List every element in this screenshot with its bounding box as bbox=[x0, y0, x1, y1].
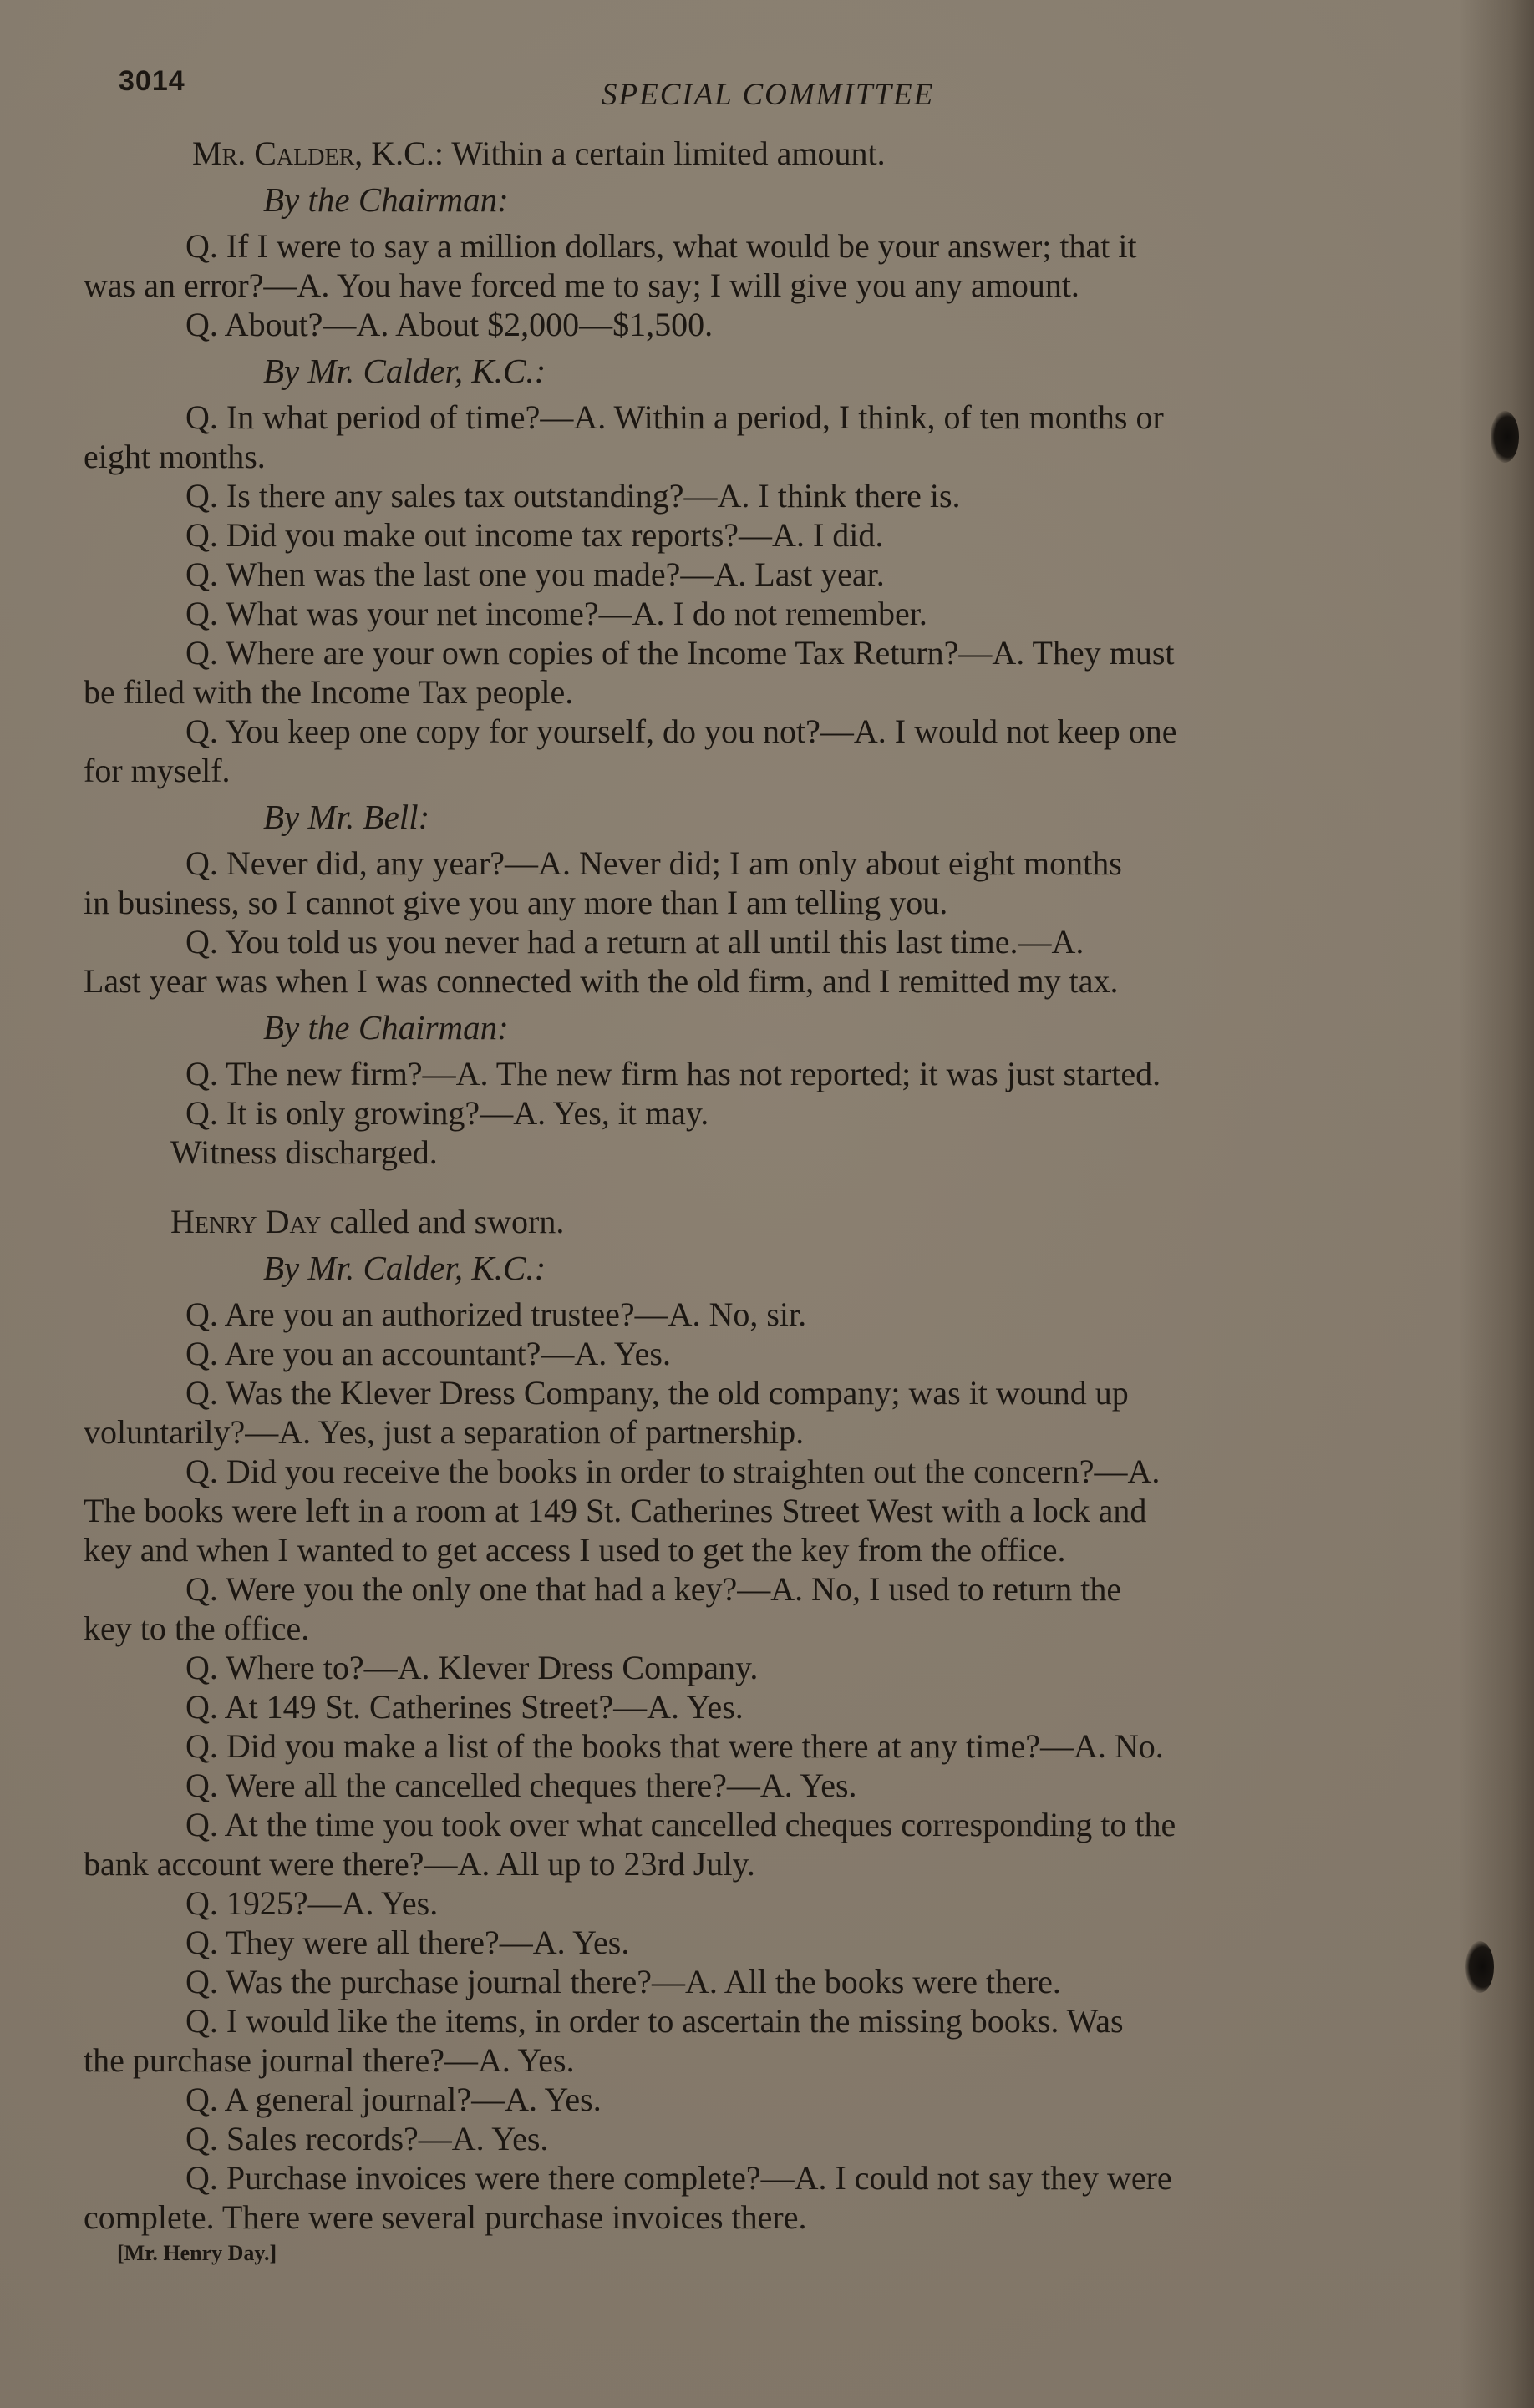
speaker-paragraph bbox=[84, 1202, 1420, 1241]
footer-witness-note: [Mr. Henry Day.] bbox=[117, 2241, 277, 2265]
question-line: Q. What was your net income?—A. I do not remember. bbox=[185, 595, 927, 632]
question-line: Q. In what period of time?—A. Within a period, I think, of ten months or bbox=[185, 398, 1164, 436]
question-line: Q. A general journal?—A. Yes. bbox=[185, 2081, 602, 2118]
witness-discharged-line: Witness discharged. bbox=[170, 1133, 438, 1171]
speaker-name: Mr. Calder, K.C.: bbox=[192, 134, 444, 172]
examiner-heading: By Mr. Calder, K.C.: bbox=[263, 1249, 546, 1287]
question-line: Q. I would like the items, in order to ascertain the missing books. Was bbox=[185, 2002, 1124, 2040]
speaker-text: Within a certain limited amount. bbox=[451, 134, 886, 172]
witness-called-text: called and sworn. bbox=[329, 1203, 565, 1240]
question-line: Q. At the time you took over what cancelled cheques corresponding to the bbox=[185, 1806, 1176, 1843]
question-line: Q. The new firm?—A. The new firm has not reported; it was just started. bbox=[185, 1055, 1161, 1092]
binding-hole-mark bbox=[1491, 411, 1519, 463]
continuation-line: The books were left in a room at 149 St. Catherines Street West with a lock and bbox=[84, 1492, 1147, 1529]
continuation-line: bank account were there?—A. All up to 23rd July. bbox=[84, 1845, 755, 1883]
question-line: Q. Never did, any year?—A. Never did; I am only about eight months bbox=[185, 844, 1122, 882]
continuation-line: voluntarily?—A. Yes, just a separation of partnership. bbox=[84, 1413, 805, 1451]
continuation-line: key to the office. bbox=[84, 1610, 310, 1647]
continuation-line: eight months. bbox=[84, 438, 266, 475]
question-line: Q. When was the last one you made?—A. Last year. bbox=[185, 555, 885, 593]
question-line: Q. Sales records?—A. Yes. bbox=[185, 2120, 549, 2157]
continuation-line: the purchase journal there?—A. Yes. bbox=[84, 2041, 575, 2079]
page-edge-shadow bbox=[1459, 0, 1534, 2408]
question-line: Q. Where to?—A. Klever Dress Company. bbox=[185, 1649, 759, 1686]
examiner-heading: By the Chairman: bbox=[263, 180, 509, 219]
examiner-heading: By Mr. Calder, K.C.: bbox=[263, 352, 546, 390]
question-line: Q. Was the purchase journal there?—A. All the books were there. bbox=[185, 1963, 1061, 2000]
witness-name: Henry Day bbox=[170, 1203, 322, 1240]
page-header bbox=[0, 65, 1534, 115]
question-line: Q. Did you make out income tax reports?—A. I did. bbox=[185, 516, 884, 554]
continuation-line: was an error?—A. You have forced me to say; I will give you any amount. bbox=[84, 266, 1079, 304]
question-line: Q. Did you make a list of the books that were there at any time?—A. No. bbox=[185, 1727, 1164, 1765]
question-line: Q. Where are your own copies of the Income Tax Return?—A. They must bbox=[185, 634, 1175, 672]
question-line: Q. Purchase invoices were there complete?—A. I could not say they were bbox=[185, 2159, 1172, 2197]
question-line: Q. Are you an accountant?—A. Yes. bbox=[185, 1335, 671, 1372]
continuation-line: for myself. bbox=[84, 752, 231, 789]
spacer bbox=[84, 1172, 1420, 1202]
continuation-line: complete. There were several purchase invoices there. bbox=[84, 2198, 807, 2236]
continuation-line: be filed with the Income Tax people. bbox=[84, 673, 574, 711]
examiner-heading: By Mr. Bell: bbox=[263, 798, 430, 836]
question-line: Q. Was the Klever Dress Company, the old company; was it wound up bbox=[185, 1374, 1129, 1412]
page-number: 3014 bbox=[119, 65, 185, 97]
question-line: Q. They were all there?—A. Yes. bbox=[185, 1924, 630, 1961]
question-line: Q. About?—A. About $2,000—$1,500. bbox=[185, 306, 714, 343]
question-line: Q. Is there any sales tax outstanding?—A. I think there is. bbox=[185, 477, 961, 515]
continuation-line: Last year was when I was connected with the old firm, and I remitted my tax. bbox=[84, 962, 1119, 1000]
speaker-paragraph bbox=[84, 134, 1420, 173]
question-line: Q. You keep one copy for yourself, do you not?—A. I would not keep one bbox=[185, 712, 1177, 750]
continuation-line: in business, so I cannot give you any more than I am telling you. bbox=[84, 884, 948, 921]
question-line: Q. If I were to say a million dollars, what would be your answer; that it bbox=[185, 227, 1137, 265]
question-line: Q. 1925?—A. Yes. bbox=[185, 1884, 439, 1922]
examiner-heading: By the Chairman: bbox=[263, 1008, 509, 1047]
question-line: Q. Were you the only one that had a key?—A. No, I used to return the bbox=[185, 1570, 1122, 1608]
question-line: Q. Were all the cancelled cheques there?—A. Yes. bbox=[185, 1767, 857, 1804]
question-line: Q. You told us you never had a return at all until this last time.—A. bbox=[185, 923, 1084, 961]
binding-hole-mark bbox=[1465, 1941, 1494, 1993]
continuation-line: key and when I wanted to get access I used to get the key from the office. bbox=[84, 1531, 1066, 1569]
question-line: Q. Did you receive the books in order to straighten out the concern?—A. bbox=[185, 1452, 1161, 1490]
question-line: Q. At 149 St. Catherines Street?—A. Yes. bbox=[185, 1688, 744, 1726]
running-head: SPECIAL COMMITTEE bbox=[602, 78, 935, 112]
question-line: Q. Are you an authorized trustee?—A. No, sir. bbox=[185, 1295, 807, 1333]
transcript-body bbox=[84, 134, 1420, 2270]
question-line: Q. It is only growing?—A. Yes, it may. bbox=[185, 1094, 709, 1132]
